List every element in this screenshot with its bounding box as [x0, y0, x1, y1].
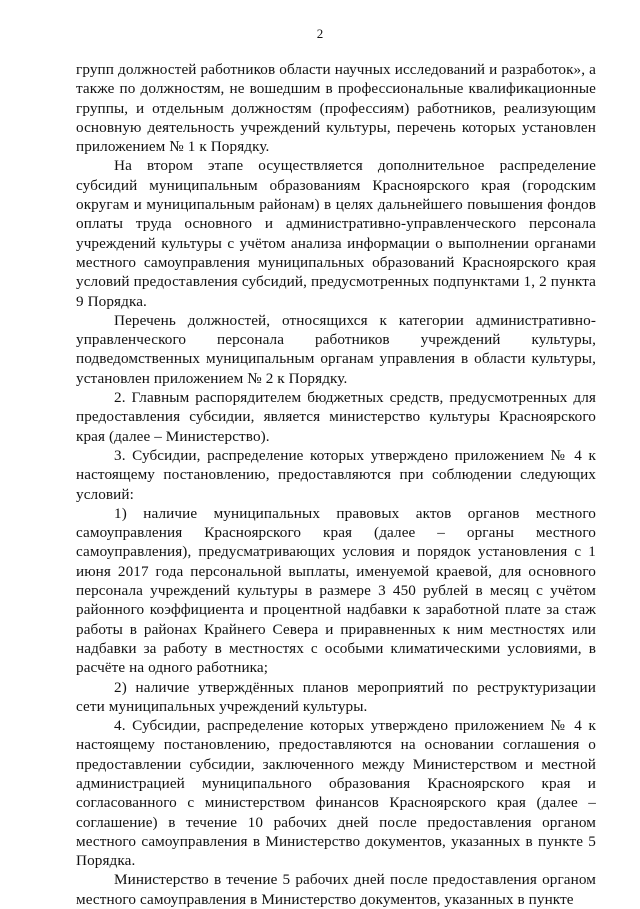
paragraph: 2. Главным распорядителем бюджетных средств, предусмотренных для предоставления субсидии, является министерство культуры Красноярского края (далее – Министерство).: [76, 389, 596, 445]
paragraph: 3. Субсидии, распределение которых утверждено приложением № 4 к настоящему постановлению, предоставляются при соблюдении следующих условий:: [76, 446, 596, 503]
paragraph: Министерство в течение 5 рабочих дней после предоставления органом местного самоуправления в Министерство документов, указанных в пункте: [76, 871, 596, 908]
paragraph: 2) наличие утверждённых планов мероприятий по реструктуризации сети муниципальных учреждений культуры.: [76, 678, 596, 715]
document-body: [76, 60, 596, 909]
paragraph: групп должностей работников области научных исследований и разработок», а также по должностям, не вошедшим в профессиональные квалификационные группы, и отдельным должностям (профессиям) работников, реализующим основную деятельность учреждений культуры, перечень которых установлен приложением № 1 к Порядку.: [76, 61, 596, 156]
paragraph: 1) наличие муниципальных правовых актов органов местного самоуправления Красноярского края (далее – органы местного самоуправления), предусматривающих условия и порядок установления с 1 июня 2017 года персональной выплаты, именуемой краевой, для основного персонала учреждений культуры в размере 3 450 рублей в месяц с учётом районного коэффициента и процентной надбавки к заработной плате за стаж работы в районах Крайнего Севера и приравненных к ним местностях или надбавки за работу в местностях с особыми климатическими условиями, в расчёте на одного работника;: [76, 504, 596, 677]
page-number: 2: [316, 26, 324, 41]
paragraph: 4. Субсидии, распределение которых утверждено приложением № 4 к настоящему постановлению, предоставляются на основании соглашения о предоставлении субсидии, заключенного между Министерством и местной администрацией муниципального образования Красноярского края и согласованного с министерством финансов Красноярского края (далее – соглашение) в течение 10 рабочих дней после предоставления органом местного самоуправления в Министерство документов, указанных в пункте 5 Порядка.: [76, 717, 596, 870]
paragraph: На втором этапе осуществляется дополнительное распределение субсидий муниципальным образованиям Красноярского края (городским округам и муниципальным районам) в целях дальнейшего повышения фондов оплаты труда основного и административно-управленческого персонала учреждений культуры с учётом анализа информации о выполнении органами местного самоуправления муниципальных образований Красноярского края условий предоставления субсидий, предусмотренных подпунктами 1, 2 пункта 9 Порядка.: [76, 157, 596, 310]
paragraph: Перечень должностей, относящихся к категории административно-управленческого персонала работников учреждений культуры, подведомственных муниципальным органам управления в области культуры, установлен приложением № 2 к Порядку.: [76, 311, 596, 387]
